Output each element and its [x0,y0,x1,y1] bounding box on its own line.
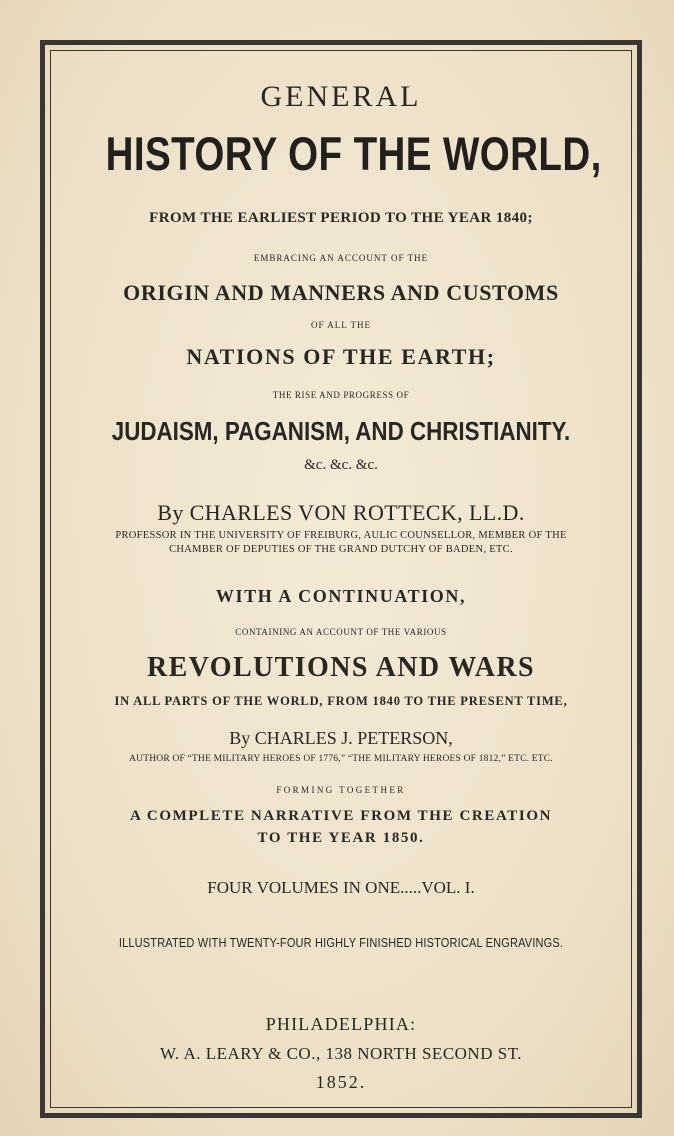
forming-together-line: FORMING TOGETHER [276,785,406,795]
author-credentials-1: PROFESSOR IN THE UNIVERSITY OF FREIBURG, AULIC COUNSELLOR, MEMBER OF THE [115,530,567,541]
rise-progress-line: THE RISE AND PROGRESS OF [272,390,410,400]
revolutions-line: REVOLUTIONS AND WARS [147,652,535,683]
subtitle-period: FROM THE EARLIEST PERIOD TO THE YEAR 1840; [149,210,533,226]
volumes-line: FOUR VOLUMES IN ONE.....VOL. I. [207,878,475,897]
title-page-content [54,54,628,1104]
heading-general: GENERAL [260,80,422,113]
illustrated-line: ILLUSTRATED WITH TWENTY-FOUR HIGHLY FINISHED HISTORICAL ENGRAVINGS. [118,936,564,950]
publisher-city: PHILADELPHIA: [265,1014,417,1034]
of-all-the-line: OF ALL THE [310,320,371,330]
author-line: By CHARLES VON ROTTECK, LL.D. [157,500,525,525]
second-author-credentials: AUTHOR OF “THE MILITARY HEROES OF 1776,” “THE MILITARY HEROES OF 1812,” ETC. ETC. [129,754,553,764]
etc-line: &c. &c. &c. [304,457,378,473]
in-all-parts-line: IN ALL PARTS OF THE WORLD, FROM 1840 TO THE PRESENT TIME, [114,694,568,708]
religions-line: JUDAISM, PAGANISM, AND CHRISTIANITY. [111,416,571,446]
origin-line: ORIGIN AND MANNERS AND CUSTOMS [123,280,559,305]
nations-line: NATIONS OF THE EARTH; [186,344,496,369]
author-credentials-2: CHAMBER OF DEPUTIES OF THE GRAND DUTCHY OF BADEN, ETC. [169,544,513,555]
embracing-line: EMBRACING AN ACCOUNT OF THE [253,253,429,263]
main-title: HISTORY OF THE WORLD, [105,127,602,180]
publication-year: 1852. [315,1072,367,1092]
second-author-line: By CHARLES J. PETERSON, [229,728,453,748]
continuation-line: WITH A CONTINUATION, [215,586,467,606]
containing-line: CONTAINING AN ACCOUNT OF THE VARIOUS [235,627,447,637]
publisher-name: W. A. LEARY & CO., 138 NORTH SECOND ST. [159,1044,523,1063]
narrative-line-2: TO THE YEAR 1850. [257,830,425,846]
narrative-line-1: A COMPLETE NARRATIVE FROM THE CREATION [129,808,553,824]
